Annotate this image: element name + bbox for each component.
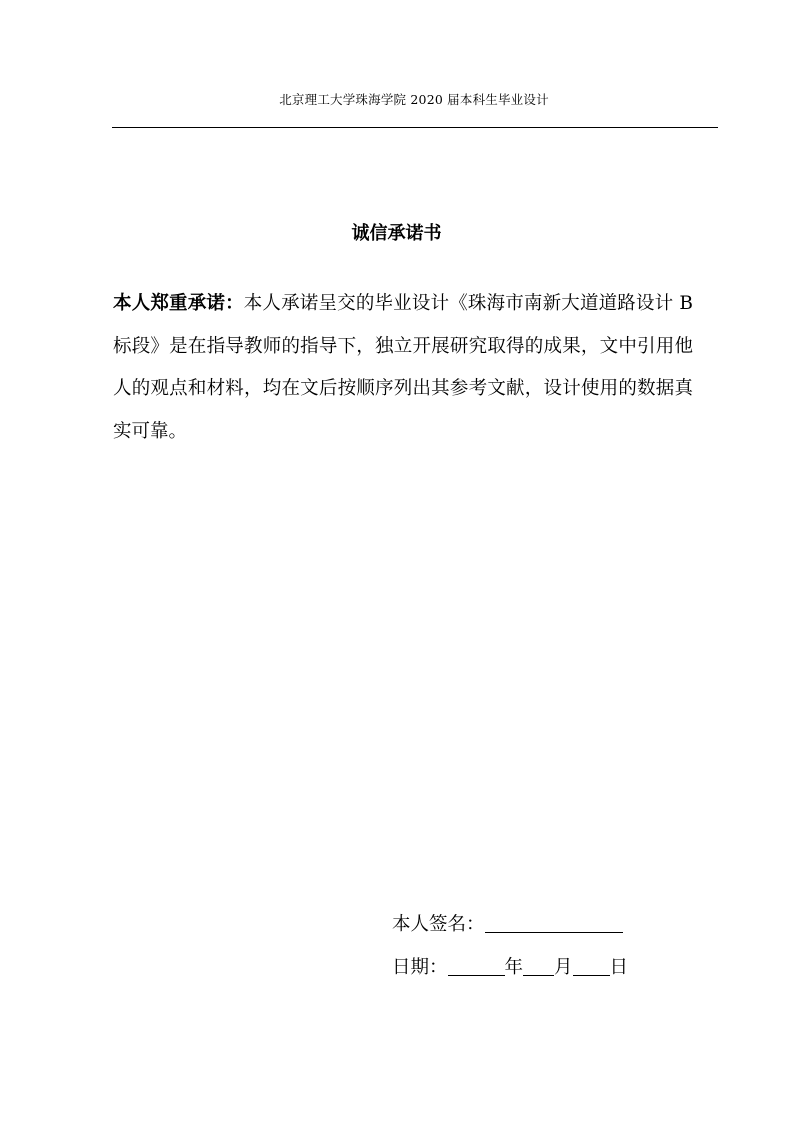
day-blank[interactable] (573, 955, 610, 976)
month-label: 月 (554, 957, 573, 978)
statement-lead: 本人郑重承诺： (113, 293, 244, 314)
date-row (392, 953, 628, 979)
signature-label: 本人签名： (392, 914, 485, 935)
month-blank[interactable] (523, 955, 554, 976)
signature-row (392, 910, 623, 936)
year-label: 年 (504, 957, 524, 978)
integrity-statement (113, 283, 693, 453)
day-label: 日 (609, 957, 629, 978)
date-label: 日期： (392, 957, 448, 978)
page-header: 北京理工大学珠海学院 2020 届本科生毕业设计 (279, 92, 549, 107)
signature-blank[interactable] (485, 912, 623, 933)
header-divider (112, 127, 718, 128)
year-blank[interactable] (448, 955, 505, 976)
document-title: 诚信承诺书 (351, 223, 442, 244)
statement-body: 本人承诺呈交的毕业设计《珠海市南新大道道路设计 B 标段》是在指导教师的指导下，独立开展研究取得的成果，文中引用他人的观点和材料，均在文后按顺序列出其参考文献，设计使用的数据真实可靠。 (113, 293, 693, 442)
